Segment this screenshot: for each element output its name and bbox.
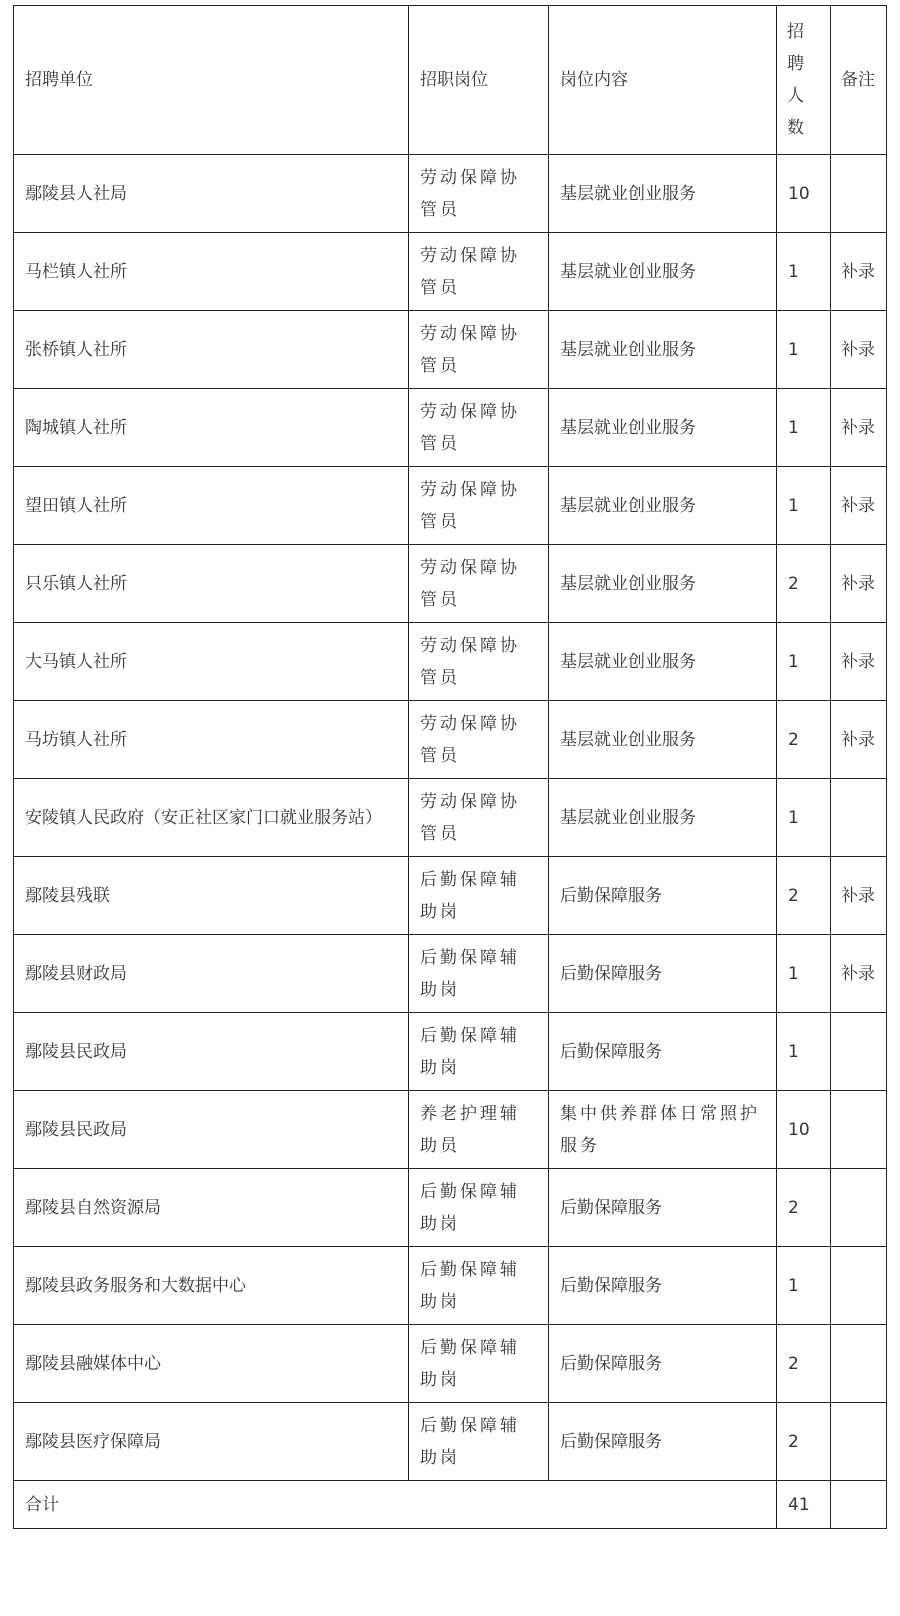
cell-note: 补录 xyxy=(831,467,887,545)
table-row xyxy=(14,1013,887,1091)
cell-unit: 马坊镇人社所 xyxy=(14,701,409,779)
cell-count: 2 xyxy=(777,701,831,779)
cell-content: 后勤保障服务 xyxy=(549,1013,777,1091)
table-row xyxy=(14,233,887,311)
recruitment-table xyxy=(13,5,887,1529)
table-row xyxy=(14,545,887,623)
cell-count: 1 xyxy=(777,467,831,545)
cell-unit: 鄢陵县医疗保障局 xyxy=(14,1403,409,1481)
cell-content: 后勤保障服务 xyxy=(549,1169,777,1247)
table-row xyxy=(14,155,887,233)
cell-position: 后勤保障辅助岗 xyxy=(409,1013,549,1091)
cell-position: 劳动保障协管员 xyxy=(409,389,549,467)
header-position: 招职岗位 xyxy=(409,6,549,155)
cell-note xyxy=(831,1013,887,1091)
cell-unit: 只乐镇人社所 xyxy=(14,545,409,623)
cell-position: 养老护理辅助员 xyxy=(409,1091,549,1169)
cell-note xyxy=(831,1091,887,1169)
cell-unit: 鄢陵县财政局 xyxy=(14,935,409,1013)
header-note: 备注 xyxy=(831,6,887,155)
cell-position: 劳动保障协管员 xyxy=(409,701,549,779)
cell-unit: 张桥镇人社所 xyxy=(14,311,409,389)
cell-content: 基层就业创业服务 xyxy=(549,623,777,701)
total-row xyxy=(14,1481,887,1529)
table-row xyxy=(14,389,887,467)
cell-unit: 陶城镇人社所 xyxy=(14,389,409,467)
cell-note xyxy=(831,779,887,857)
table-row xyxy=(14,1403,887,1481)
cell-content: 后勤保障服务 xyxy=(549,1325,777,1403)
cell-note xyxy=(831,1325,887,1403)
cell-note xyxy=(831,155,887,233)
cell-count: 1 xyxy=(777,779,831,857)
table-row xyxy=(14,1247,887,1325)
table-row xyxy=(14,1325,887,1403)
cell-position: 劳动保障协管员 xyxy=(409,623,549,701)
cell-position: 后勤保障辅助岗 xyxy=(409,1325,549,1403)
cell-count: 2 xyxy=(777,545,831,623)
cell-position: 劳动保障协管员 xyxy=(409,779,549,857)
cell-unit: 鄢陵县融媒体中心 xyxy=(14,1325,409,1403)
cell-count: 2 xyxy=(777,1325,831,1403)
cell-position: 后勤保障辅助岗 xyxy=(409,857,549,935)
cell-count: 1 xyxy=(777,1013,831,1091)
table-row xyxy=(14,857,887,935)
table-row xyxy=(14,779,887,857)
table-row xyxy=(14,623,887,701)
cell-count: 1 xyxy=(777,389,831,467)
cell-position: 后勤保障辅助岗 xyxy=(409,1403,549,1481)
cell-note: 补录 xyxy=(831,857,887,935)
table-header-row xyxy=(14,6,887,155)
cell-unit: 鄢陵县民政局 xyxy=(14,1013,409,1091)
cell-position: 劳动保障协管员 xyxy=(409,467,549,545)
recruitment-table-container xyxy=(13,5,887,1529)
header-unit: 招聘单位 xyxy=(14,6,409,155)
cell-count: 10 xyxy=(777,155,831,233)
cell-content: 后勤保障服务 xyxy=(549,935,777,1013)
cell-note: 补录 xyxy=(831,935,887,1013)
cell-unit: 鄢陵县政务服务和大数据中心 xyxy=(14,1247,409,1325)
cell-position: 后勤保障辅助岗 xyxy=(409,935,549,1013)
cell-content: 后勤保障服务 xyxy=(549,857,777,935)
table-row xyxy=(14,467,887,545)
cell-content: 基层就业创业服务 xyxy=(549,467,777,545)
cell-unit: 大马镇人社所 xyxy=(14,623,409,701)
cell-note: 补录 xyxy=(831,545,887,623)
cell-content: 后勤保障服务 xyxy=(549,1247,777,1325)
total-count: 41 xyxy=(777,1481,831,1529)
cell-count: 1 xyxy=(777,311,831,389)
cell-unit: 安陵镇人民政府（安正社区家门口就业服务站） xyxy=(14,779,409,857)
cell-position: 后勤保障辅助岗 xyxy=(409,1169,549,1247)
cell-content: 基层就业创业服务 xyxy=(549,389,777,467)
cell-count: 2 xyxy=(777,857,831,935)
cell-content: 基层就业创业服务 xyxy=(549,779,777,857)
cell-position: 劳动保障协管员 xyxy=(409,233,549,311)
header-content: 岗位内容 xyxy=(549,6,777,155)
total-label: 合计 xyxy=(14,1481,777,1529)
cell-note: 补录 xyxy=(831,623,887,701)
cell-content: 基层就业创业服务 xyxy=(549,545,777,623)
cell-note xyxy=(831,1169,887,1247)
cell-note: 补录 xyxy=(831,233,887,311)
cell-count: 1 xyxy=(777,623,831,701)
cell-unit: 鄢陵县民政局 xyxy=(14,1091,409,1169)
table-row xyxy=(14,701,887,779)
cell-note: 补录 xyxy=(831,311,887,389)
cell-count: 2 xyxy=(777,1403,831,1481)
total-note xyxy=(831,1481,887,1529)
cell-position: 劳动保障协管员 xyxy=(409,155,549,233)
cell-count: 10 xyxy=(777,1091,831,1169)
cell-unit: 望田镇人社所 xyxy=(14,467,409,545)
cell-note: 补录 xyxy=(831,389,887,467)
cell-content: 基层就业创业服务 xyxy=(549,701,777,779)
cell-position: 后勤保障辅助岗 xyxy=(409,1247,549,1325)
cell-position: 劳动保障协管员 xyxy=(409,545,549,623)
cell-unit: 鄢陵县自然资源局 xyxy=(14,1169,409,1247)
cell-note xyxy=(831,1403,887,1481)
cell-count: 2 xyxy=(777,1169,831,1247)
cell-content: 基层就业创业服务 xyxy=(549,311,777,389)
cell-content: 集中供养群体日常照护服务 xyxy=(549,1091,777,1169)
cell-count: 1 xyxy=(777,233,831,311)
cell-content: 基层就业创业服务 xyxy=(549,155,777,233)
cell-content: 基层就业创业服务 xyxy=(549,233,777,311)
cell-count: 1 xyxy=(777,935,831,1013)
cell-note: 补录 xyxy=(831,701,887,779)
cell-note xyxy=(831,1247,887,1325)
table-row xyxy=(14,311,887,389)
cell-content: 后勤保障服务 xyxy=(549,1403,777,1481)
table-row xyxy=(14,1091,887,1169)
cell-unit: 马栏镇人社所 xyxy=(14,233,409,311)
header-count: 招聘人数 xyxy=(777,6,831,155)
table-body xyxy=(14,155,887,1529)
cell-unit: 鄢陵县人社局 xyxy=(14,155,409,233)
table-row xyxy=(14,1169,887,1247)
cell-unit: 鄢陵县残联 xyxy=(14,857,409,935)
cell-position: 劳动保障协管员 xyxy=(409,311,549,389)
cell-count: 1 xyxy=(777,1247,831,1325)
table-row xyxy=(14,935,887,1013)
